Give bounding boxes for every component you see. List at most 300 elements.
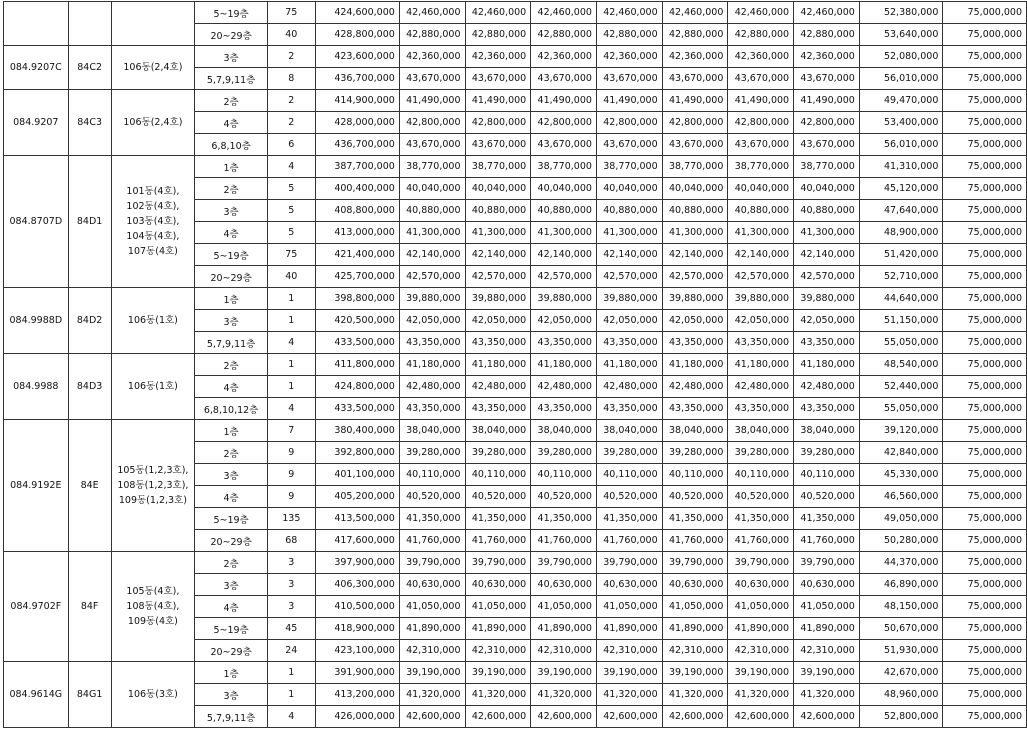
payment-cell: 39,280,000 xyxy=(465,442,531,464)
floor-cell: 2층 xyxy=(195,354,268,376)
dong-cell xyxy=(111,288,195,354)
total-price-cell: 405,200,000 xyxy=(315,486,399,508)
floor-cell: 4층 xyxy=(195,486,268,508)
dong-line: 106동(3호) xyxy=(127,689,178,700)
floor-cell: 4층 xyxy=(195,222,268,244)
payment-cell: 40,880,000 xyxy=(596,200,662,222)
payment-cell: 41,050,000 xyxy=(794,596,860,618)
payment-cell: 42,310,000 xyxy=(399,640,465,662)
payment-cell: 41,350,000 xyxy=(399,508,465,530)
payment-cell: 42,050,000 xyxy=(662,310,728,332)
payment-cell: 43,670,000 xyxy=(662,68,728,90)
payment-cell: 38,770,000 xyxy=(662,156,728,178)
total-price-cell: 428,000,000 xyxy=(315,112,399,134)
payment-cell: 42,880,000 xyxy=(728,24,794,46)
payment-cell: 40,040,000 xyxy=(728,178,794,200)
payment-cell: 41,320,000 xyxy=(531,684,597,706)
payment-cell: 40,040,000 xyxy=(596,178,662,200)
payment-cell: 40,110,000 xyxy=(465,464,531,486)
payment-cell: 43,350,000 xyxy=(399,332,465,354)
payment-cell: 43,670,000 xyxy=(531,134,597,156)
total-price-cell: 424,600,000 xyxy=(315,2,399,24)
payment-cell: 39,190,000 xyxy=(531,662,597,684)
payment-cell: 43,350,000 xyxy=(465,332,531,354)
payment-cell: 40,880,000 xyxy=(662,200,728,222)
payment-cell: 39,190,000 xyxy=(399,662,465,684)
payment-cell: 39,790,000 xyxy=(728,552,794,574)
payment-cell: 41,350,000 xyxy=(531,508,597,530)
payment-cell: 41,320,000 xyxy=(399,684,465,706)
payment-cell: 40,110,000 xyxy=(399,464,465,486)
payment-cell: 42,140,000 xyxy=(465,244,531,266)
payment-cell: 43,670,000 xyxy=(399,134,465,156)
payment-cell: 38,770,000 xyxy=(465,156,531,178)
payment-cell: 39,190,000 xyxy=(728,662,794,684)
total-price-cell: 418,900,000 xyxy=(315,618,399,640)
payment-cell: 40,520,000 xyxy=(728,486,794,508)
floor-cell: 20~29층 xyxy=(195,530,268,552)
payment-cell: 41,890,000 xyxy=(662,618,728,640)
payment-cell: 42,460,000 xyxy=(794,2,860,24)
payment-cell: 39,880,000 xyxy=(465,288,531,310)
payment-cell: 43,350,000 xyxy=(662,398,728,420)
floor-cell: 4층 xyxy=(195,112,268,134)
payment-cell: 42,600,000 xyxy=(794,706,860,728)
area-cell: 084.8707D xyxy=(4,156,69,288)
total-price-cell: 391,900,000 xyxy=(315,662,399,684)
table-row xyxy=(4,90,1027,112)
payment-cell: 39,880,000 xyxy=(662,288,728,310)
balance-cell: 48,540,000 xyxy=(859,354,943,376)
payment-cell: 40,630,000 xyxy=(465,574,531,596)
option-price-cell: 75,000,000 xyxy=(943,332,1027,354)
total-price-cell: 411,800,000 xyxy=(315,354,399,376)
payment-cell: 38,040,000 xyxy=(399,420,465,442)
option-price-cell: 75,000,000 xyxy=(943,376,1027,398)
floor-cell: 20~29층 xyxy=(195,24,268,46)
payment-cell: 42,480,000 xyxy=(596,376,662,398)
payment-cell: 39,190,000 xyxy=(794,662,860,684)
payment-cell: 40,040,000 xyxy=(531,178,597,200)
balance-cell: 47,640,000 xyxy=(859,200,943,222)
payment-cell: 41,890,000 xyxy=(596,618,662,640)
dong-line: 104동(4호), xyxy=(126,231,180,242)
payment-cell: 43,350,000 xyxy=(531,398,597,420)
units-cell: 24 xyxy=(268,640,316,662)
type-cell: 84D3 xyxy=(68,354,111,420)
payment-cell: 42,570,000 xyxy=(662,266,728,288)
payment-cell: 42,800,000 xyxy=(531,112,597,134)
payment-cell: 41,890,000 xyxy=(465,618,531,640)
balance-cell: 48,960,000 xyxy=(859,684,943,706)
balance-cell: 50,280,000 xyxy=(859,530,943,552)
payment-cell: 41,320,000 xyxy=(728,684,794,706)
dong-line: 106동(2,4호) xyxy=(123,117,183,128)
payment-cell: 41,490,000 xyxy=(596,90,662,112)
total-price-cell: 387,700,000 xyxy=(315,156,399,178)
payment-cell: 41,320,000 xyxy=(662,684,728,706)
payment-cell: 42,600,000 xyxy=(531,706,597,728)
balance-cell: 52,800,000 xyxy=(859,706,943,728)
payment-cell: 42,460,000 xyxy=(465,2,531,24)
payment-cell: 43,350,000 xyxy=(662,332,728,354)
total-price-cell: 406,300,000 xyxy=(315,574,399,596)
dong-line: 103동(4호), xyxy=(126,216,180,227)
payment-cell: 42,800,000 xyxy=(794,112,860,134)
option-price-cell: 75,000,000 xyxy=(943,24,1027,46)
balance-cell: 52,710,000 xyxy=(859,266,943,288)
payment-cell: 41,890,000 xyxy=(531,618,597,640)
dong-line: 105동(1,2,3호), xyxy=(117,465,189,476)
payment-cell: 40,630,000 xyxy=(728,574,794,596)
floor-cell: 3층 xyxy=(195,574,268,596)
payment-cell: 43,670,000 xyxy=(728,134,794,156)
payment-cell: 42,140,000 xyxy=(728,244,794,266)
payment-cell: 42,600,000 xyxy=(399,706,465,728)
balance-cell: 48,150,000 xyxy=(859,596,943,618)
payment-cell: 40,880,000 xyxy=(794,200,860,222)
payment-cell: 41,350,000 xyxy=(662,508,728,530)
total-price-cell: 408,800,000 xyxy=(315,200,399,222)
floor-cell: 3층 xyxy=(195,200,268,222)
payment-cell: 39,790,000 xyxy=(531,552,597,574)
payment-cell: 41,300,000 xyxy=(728,222,794,244)
dong-cell xyxy=(111,420,195,552)
payment-cell: 39,790,000 xyxy=(399,552,465,574)
option-price-cell: 75,000,000 xyxy=(943,68,1027,90)
price-table xyxy=(3,1,1027,728)
payment-cell: 42,360,000 xyxy=(794,46,860,68)
units-cell: 1 xyxy=(268,288,316,310)
units-cell: 40 xyxy=(268,24,316,46)
price-table-body xyxy=(4,2,1027,728)
balance-cell: 42,670,000 xyxy=(859,662,943,684)
payment-cell: 42,570,000 xyxy=(794,266,860,288)
payment-cell: 39,190,000 xyxy=(662,662,728,684)
payment-cell: 41,350,000 xyxy=(728,508,794,530)
payment-cell: 42,570,000 xyxy=(728,266,794,288)
payment-cell: 41,490,000 xyxy=(531,90,597,112)
area-cell: 084.9614G xyxy=(4,662,69,728)
payment-cell: 39,880,000 xyxy=(399,288,465,310)
area-cell: 084.9988D xyxy=(4,288,69,354)
total-price-cell: 392,800,000 xyxy=(315,442,399,464)
dong-line: 108동(4호), xyxy=(126,601,180,612)
payment-cell: 42,600,000 xyxy=(596,706,662,728)
payment-cell: 43,670,000 xyxy=(596,68,662,90)
payment-cell: 42,480,000 xyxy=(399,376,465,398)
units-cell: 4 xyxy=(268,156,316,178)
floor-cell: 5~19층 xyxy=(195,618,268,640)
payment-cell: 40,110,000 xyxy=(728,464,794,486)
payment-cell: 42,800,000 xyxy=(399,112,465,134)
payment-cell: 40,040,000 xyxy=(794,178,860,200)
payment-cell: 42,360,000 xyxy=(465,46,531,68)
payment-cell: 41,320,000 xyxy=(465,684,531,706)
payment-cell: 41,050,000 xyxy=(531,596,597,618)
floor-cell: 3층 xyxy=(195,684,268,706)
total-price-cell: 398,800,000 xyxy=(315,288,399,310)
payment-cell: 43,670,000 xyxy=(794,134,860,156)
payment-cell: 38,040,000 xyxy=(728,420,794,442)
payment-cell: 41,300,000 xyxy=(465,222,531,244)
payment-cell: 42,600,000 xyxy=(465,706,531,728)
payment-cell: 42,600,000 xyxy=(728,706,794,728)
option-price-cell: 75,000,000 xyxy=(943,310,1027,332)
option-price-cell: 75,000,000 xyxy=(943,398,1027,420)
payment-cell: 39,790,000 xyxy=(465,552,531,574)
type-cell: 84G1 xyxy=(68,662,111,728)
area-cell: 084.9988 xyxy=(4,354,69,420)
floor-cell: 20~29층 xyxy=(195,640,268,662)
payment-cell: 42,460,000 xyxy=(596,2,662,24)
payment-cell: 41,890,000 xyxy=(399,618,465,640)
area-cell: 084.9702F xyxy=(4,552,69,662)
total-price-cell: 400,400,000 xyxy=(315,178,399,200)
payment-cell: 42,800,000 xyxy=(728,112,794,134)
dong-line: 106동(1호) xyxy=(127,381,178,392)
payment-cell: 41,050,000 xyxy=(465,596,531,618)
table-row xyxy=(4,552,1027,574)
units-cell: 9 xyxy=(268,464,316,486)
payment-cell: 39,280,000 xyxy=(662,442,728,464)
units-cell: 3 xyxy=(268,552,316,574)
table-row xyxy=(4,46,1027,68)
dong-line: 107동(4호) xyxy=(127,246,178,257)
type-cell: 84E xyxy=(68,420,111,552)
payment-cell: 42,050,000 xyxy=(399,310,465,332)
table-row xyxy=(4,420,1027,442)
type-cell: 84C2 xyxy=(68,46,111,90)
payment-cell: 41,180,000 xyxy=(728,354,794,376)
floor-cell: 3층 xyxy=(195,310,268,332)
area-cell xyxy=(4,2,69,46)
floor-cell: 4층 xyxy=(195,596,268,618)
payment-cell: 41,760,000 xyxy=(794,530,860,552)
payment-cell: 41,050,000 xyxy=(399,596,465,618)
units-cell: 6 xyxy=(268,134,316,156)
payment-cell: 40,880,000 xyxy=(465,200,531,222)
balance-cell: 53,400,000 xyxy=(859,112,943,134)
payment-cell: 39,880,000 xyxy=(728,288,794,310)
payment-cell: 42,460,000 xyxy=(728,2,794,24)
payment-cell: 42,480,000 xyxy=(662,376,728,398)
payment-cell: 39,280,000 xyxy=(596,442,662,464)
floor-cell: 20~29층 xyxy=(195,266,268,288)
payment-cell: 42,480,000 xyxy=(465,376,531,398)
option-price-cell: 75,000,000 xyxy=(943,90,1027,112)
option-price-cell: 75,000,000 xyxy=(943,244,1027,266)
payment-cell: 38,770,000 xyxy=(596,156,662,178)
payment-cell: 41,350,000 xyxy=(794,508,860,530)
floor-cell: 5,7,9,11층 xyxy=(195,332,268,354)
floor-cell: 5~19층 xyxy=(195,2,268,24)
dong-line: 109동(1,2,3호) xyxy=(118,495,187,506)
units-cell: 4 xyxy=(268,332,316,354)
floor-cell: 4층 xyxy=(195,376,268,398)
option-price-cell: 75,000,000 xyxy=(943,596,1027,618)
payment-cell: 41,490,000 xyxy=(662,90,728,112)
floor-cell: 5,7,9,11층 xyxy=(195,706,268,728)
payment-cell: 42,140,000 xyxy=(662,244,728,266)
balance-cell: 49,050,000 xyxy=(859,508,943,530)
payment-cell: 39,880,000 xyxy=(794,288,860,310)
payment-cell: 43,350,000 xyxy=(596,398,662,420)
payment-cell: 43,350,000 xyxy=(531,332,597,354)
area-cell: 084.9207C xyxy=(4,46,69,90)
payment-cell: 42,050,000 xyxy=(465,310,531,332)
units-cell: 7 xyxy=(268,420,316,442)
total-price-cell: 423,600,000 xyxy=(315,46,399,68)
option-price-cell: 75,000,000 xyxy=(943,640,1027,662)
balance-cell: 55,050,000 xyxy=(859,332,943,354)
units-cell: 3 xyxy=(268,574,316,596)
type-cell: 84C3 xyxy=(68,90,111,156)
balance-cell: 46,560,000 xyxy=(859,486,943,508)
payment-cell: 42,880,000 xyxy=(399,24,465,46)
floor-cell: 2층 xyxy=(195,90,268,112)
option-price-cell: 75,000,000 xyxy=(943,178,1027,200)
dong-cell xyxy=(111,552,195,662)
payment-cell: 42,310,000 xyxy=(531,640,597,662)
payment-cell: 39,280,000 xyxy=(399,442,465,464)
total-price-cell: 436,700,000 xyxy=(315,134,399,156)
payment-cell: 40,880,000 xyxy=(531,200,597,222)
floor-cell: 3층 xyxy=(195,46,268,68)
payment-cell: 43,670,000 xyxy=(728,68,794,90)
payment-cell: 38,770,000 xyxy=(531,156,597,178)
total-price-cell: 413,000,000 xyxy=(315,222,399,244)
payment-cell: 41,050,000 xyxy=(662,596,728,618)
total-price-cell: 414,900,000 xyxy=(315,90,399,112)
payment-cell: 43,670,000 xyxy=(662,134,728,156)
payment-cell: 39,790,000 xyxy=(794,552,860,574)
payment-cell: 41,300,000 xyxy=(794,222,860,244)
balance-cell: 42,840,000 xyxy=(859,442,943,464)
units-cell: 9 xyxy=(268,442,316,464)
payment-cell: 42,880,000 xyxy=(596,24,662,46)
total-price-cell: 426,000,000 xyxy=(315,706,399,728)
payment-cell: 42,360,000 xyxy=(399,46,465,68)
table-row xyxy=(4,354,1027,376)
payment-cell: 40,520,000 xyxy=(399,486,465,508)
units-cell: 75 xyxy=(268,244,316,266)
units-cell: 1 xyxy=(268,310,316,332)
floor-cell: 5~19층 xyxy=(195,244,268,266)
dong-cell xyxy=(111,2,195,46)
floor-cell: 2층 xyxy=(195,442,268,464)
units-cell: 75 xyxy=(268,2,316,24)
total-price-cell: 410,500,000 xyxy=(315,596,399,618)
dong-line: 106동(1호) xyxy=(127,315,178,326)
payment-cell: 40,110,000 xyxy=(596,464,662,486)
balance-cell: 45,330,000 xyxy=(859,464,943,486)
table-row xyxy=(4,2,1027,24)
balance-cell: 53,640,000 xyxy=(859,24,943,46)
payment-cell: 42,480,000 xyxy=(531,376,597,398)
units-cell: 5 xyxy=(268,222,316,244)
payment-cell: 42,570,000 xyxy=(596,266,662,288)
payment-cell: 41,320,000 xyxy=(596,684,662,706)
payment-cell: 42,570,000 xyxy=(465,266,531,288)
table-row xyxy=(4,662,1027,684)
payment-cell: 38,040,000 xyxy=(465,420,531,442)
payment-cell: 40,040,000 xyxy=(662,178,728,200)
payment-cell: 42,480,000 xyxy=(728,376,794,398)
total-price-cell: 433,500,000 xyxy=(315,398,399,420)
units-cell: 2 xyxy=(268,112,316,134)
units-cell: 8 xyxy=(268,68,316,90)
payment-cell: 41,490,000 xyxy=(794,90,860,112)
payment-cell: 42,460,000 xyxy=(531,2,597,24)
payment-cell: 38,770,000 xyxy=(794,156,860,178)
total-price-cell: 424,800,000 xyxy=(315,376,399,398)
payment-cell: 42,050,000 xyxy=(794,310,860,332)
option-price-cell: 75,000,000 xyxy=(943,618,1027,640)
payment-cell: 41,300,000 xyxy=(662,222,728,244)
balance-cell: 48,900,000 xyxy=(859,222,943,244)
units-cell: 5 xyxy=(268,200,316,222)
payment-cell: 40,630,000 xyxy=(531,574,597,596)
dong-line: 106동(2,4호) xyxy=(123,62,183,73)
total-price-cell: 401,100,000 xyxy=(315,464,399,486)
payment-cell: 39,790,000 xyxy=(596,552,662,574)
balance-cell: 41,310,000 xyxy=(859,156,943,178)
type-cell: 84D1 xyxy=(68,156,111,288)
area-cell: 084.9207 xyxy=(4,90,69,156)
payment-cell: 38,040,000 xyxy=(662,420,728,442)
total-price-cell: 436,700,000 xyxy=(315,68,399,90)
balance-cell: 52,080,000 xyxy=(859,46,943,68)
option-price-cell: 75,000,000 xyxy=(943,684,1027,706)
payment-cell: 41,760,000 xyxy=(596,530,662,552)
payment-cell: 38,770,000 xyxy=(399,156,465,178)
payment-cell: 41,180,000 xyxy=(531,354,597,376)
payment-cell: 40,630,000 xyxy=(399,574,465,596)
option-price-cell: 75,000,000 xyxy=(943,222,1027,244)
units-cell: 68 xyxy=(268,530,316,552)
payment-cell: 43,350,000 xyxy=(596,332,662,354)
payment-cell: 41,180,000 xyxy=(662,354,728,376)
floor-cell: 2층 xyxy=(195,552,268,574)
units-cell: 1 xyxy=(268,662,316,684)
payment-cell: 41,350,000 xyxy=(465,508,531,530)
units-cell: 45 xyxy=(268,618,316,640)
total-price-cell: 428,800,000 xyxy=(315,24,399,46)
option-price-cell: 75,000,000 xyxy=(943,420,1027,442)
payment-cell: 41,490,000 xyxy=(399,90,465,112)
payment-cell: 42,310,000 xyxy=(662,640,728,662)
floor-cell: 1층 xyxy=(195,288,268,310)
payment-cell: 42,140,000 xyxy=(399,244,465,266)
payment-cell: 41,180,000 xyxy=(399,354,465,376)
payment-cell: 39,280,000 xyxy=(531,442,597,464)
balance-cell: 51,420,000 xyxy=(859,244,943,266)
type-cell: 84D2 xyxy=(68,288,111,354)
units-cell: 135 xyxy=(268,508,316,530)
payment-cell: 41,320,000 xyxy=(794,684,860,706)
payment-cell: 41,050,000 xyxy=(728,596,794,618)
payment-cell: 42,050,000 xyxy=(531,310,597,332)
payment-cell: 39,190,000 xyxy=(596,662,662,684)
balance-cell: 51,150,000 xyxy=(859,310,943,332)
payment-cell: 42,140,000 xyxy=(794,244,860,266)
type-cell: 84F xyxy=(68,552,111,662)
payment-cell: 43,670,000 xyxy=(465,68,531,90)
payment-cell: 41,180,000 xyxy=(596,354,662,376)
dong-cell xyxy=(111,354,195,420)
option-price-cell: 75,000,000 xyxy=(943,134,1027,156)
